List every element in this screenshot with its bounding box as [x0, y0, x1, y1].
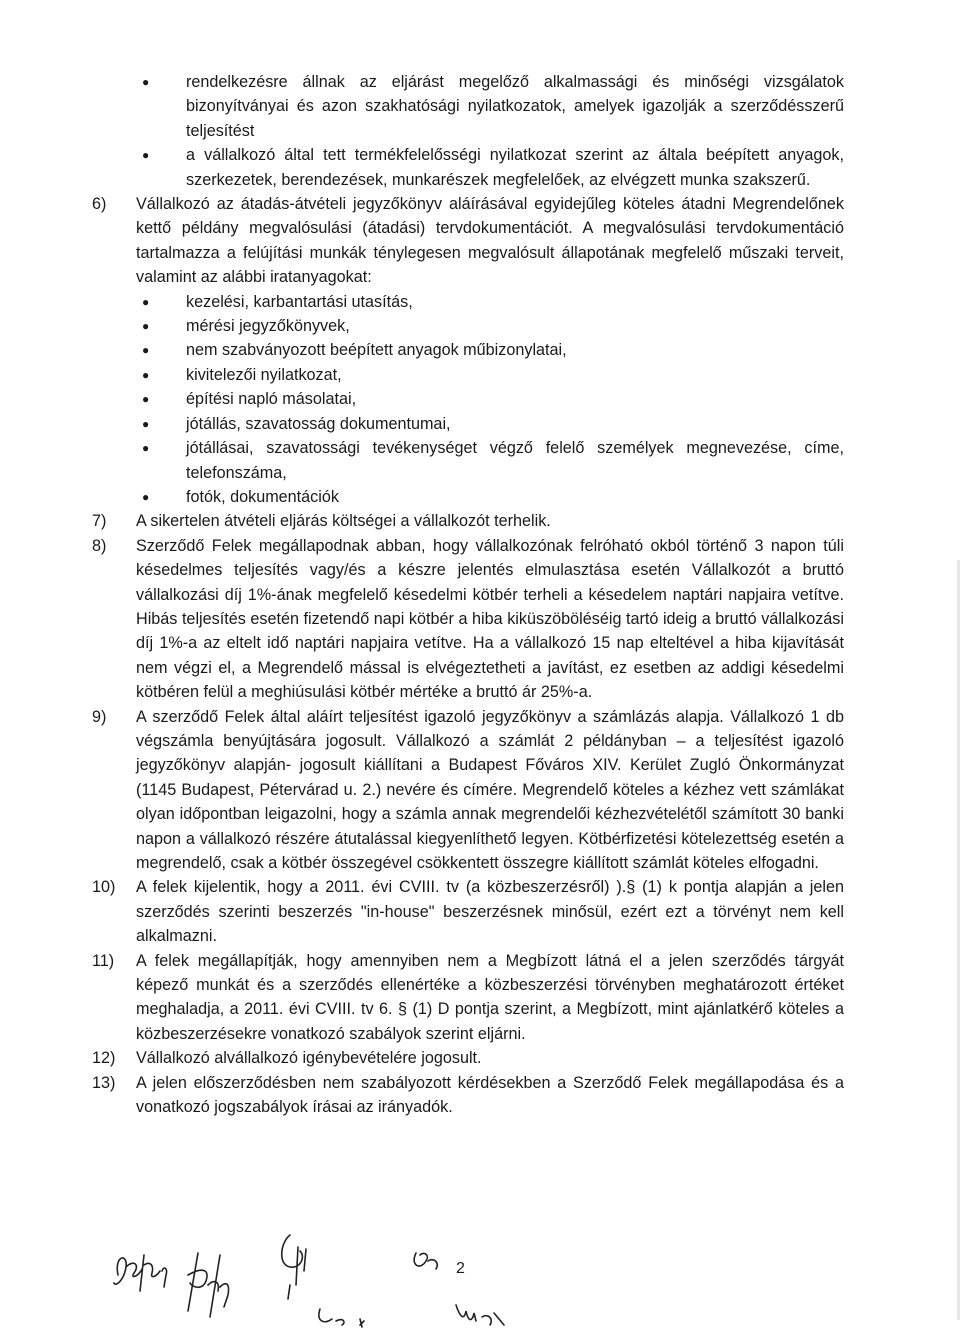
bullet-text: rendelkezésre állnak az eljárást megelőző alkalmassági és minőségi vizsgálatok bizonyítványai és azon szakhatósági nyilatkozatok, amelyek igazolják a szerződésszerű teljesítést	[186, 73, 844, 140]
bullet-text: a vállalkozó által tett termékfelelősségi nyilatkozat szerint az általa beépített anyagok, szerkezetek, berendezések, munkarészek megfelelőek, az elvégzett munka szakszerű.	[186, 146, 844, 189]
bullet-item	[92, 143, 844, 192]
bullet-icon: ●	[142, 441, 150, 456]
item-text: Vállalkozó alvállalkozó igénybevételére jogosult.	[136, 1049, 482, 1068]
item-number: 7)	[92, 512, 107, 531]
item-text: A szerződő Felek által aláírt teljesítést igazoló jegyzőkönyv a számlázás alapja. Vállalkozó 1 db végszámla benyújtására jogosult. Vállalkozó a számlát 2 példányban – a teljesítést igazoló jegyzőkönyv alapján- jogosult kiállítani a Budapest Főváros XIV. Kerület Zugló Önkormányzat (1145 Budapest, Pétervárad u. 2.) nevére és címére. Megrendelő köteles a kézhez vett számlákat olyan időpontban leigazolni, hogy a számla annak megrendelői kézhezvételétől számított 30 banki napon a vállalkozó részére átutalással kiegyenlíthető legyen. Kötbérfizetési kötelezettség esetén a megrendelő, csak a kötbér összegével csökkentett összegre kiállított számlát köteles elfogadni.	[136, 707, 844, 872]
item-number: 6)	[92, 195, 107, 214]
item-text: A felek megállapítják, hogy amennyiben nem a Megbízott látná el a jelen szerződés tárgyát képező munkát és a szerződés ellenértéke a közbeszerzési törvényben meghatározott értéket meghaladja, a 2011. évi CVIII. tv 6. § (1) D pontja szerint, a Megbízott, mint ajánlatkérő köteles a közbeszerzésekre vonatkozó szabályok szerint eljárni.	[136, 951, 844, 1043]
sub-bullet-text: kivitelezői nyilatkozat,	[186, 365, 342, 384]
sub-bullet-text: kezelési, karbantartási utasítás,	[186, 292, 413, 311]
sub-bullet-item	[92, 387, 844, 411]
sub-bullet-text: jótállás, szavatosság dokumentumai,	[186, 414, 451, 433]
bullet-icon: ●	[142, 416, 150, 431]
sub-bullet-text: mérési jegyzőkönyvek,	[186, 317, 350, 336]
bullet-icon: ●	[142, 367, 150, 382]
numbered-item-13	[92, 1071, 844, 1120]
item-text: Vállalkozó az átadás-átvételi jegyzőkönyv aláírásával egyidejűleg köteles átadni Megrendelőnek kettő példány megvalósulási (átadási) tervdokumentációt. A megvalósulási tervdokumentáció tartalmazza a felújítási munkák ténylegesen megvalósult állapotának megfelelő műszaki terveit, valamint az alábbi iratanyagokat:	[136, 195, 844, 287]
item-number: 10)	[92, 878, 116, 897]
item-number: 12)	[92, 1049, 116, 1068]
page-number: 2	[456, 1260, 465, 1277]
sub-bullet-item	[92, 290, 844, 314]
item-number: 8)	[92, 536, 107, 555]
item-text: A sikertelen átvételi eljárás költségei a vállalkozót terhelik.	[136, 512, 551, 531]
item-text: Szerződő Felek megállapodnak abban, hogy vállalkozónak felróható okból történő 3 napon túli késedelmes teljesítés vagy/és a készre jelentés elmulasztása esetén Vállalkozót a bruttó vállalkozási díj 1%-ának megfelelő késedelmi kötbér terheli a késedelem naptári napjaira vetítve. Hibás teljesítés esetén fizetendő napi kötbér a hiba kiküszöböléséig tartó ideig a bruttó vállalkozási díj 1%-a az eltelt idő naptári napjaira vetítve. Ha a vállalkozó 15 nap elteltével a hiba kijavítását nem végzi el, a Megrendelő mással is elvégeztetheti a javítást, ez esetben az addigi késedelmi kötbéren felül a meghiúsulási kötbér mértéke a bruttó ár 25%-a.	[136, 536, 844, 702]
sub-bullet-text: jótállásai, szavatossági tevékenységet végző felelő személyek megnevezése, címe, telefonszáma,	[186, 439, 844, 482]
bullet-icon: ●	[142, 319, 150, 334]
item-number: 13)	[92, 1073, 116, 1092]
bullet-icon: ●	[142, 75, 150, 89]
numbered-item-12	[92, 1046, 844, 1070]
sub-bullet-item	[92, 436, 844, 485]
sub-bullet-item	[92, 412, 844, 436]
item-text: A jelen előszerződésben nem szabályozott kérdésekben a Szerződő Felek megállapodása és a vonatkozó jogszabályok írásai az irányadók.	[136, 1073, 844, 1117]
sub-bullet-text: építési napló másolatai,	[186, 390, 357, 409]
sub-bullet-text: nem szabványozott beépített anyagok műbizonylatai,	[186, 341, 567, 360]
bullet-icon: ●	[142, 489, 150, 504]
bullet-icon: ●	[142, 148, 150, 163]
numbered-item-10	[92, 875, 844, 948]
numbered-item-9	[92, 705, 844, 876]
item-number: 9)	[92, 707, 107, 726]
bullet-item	[92, 70, 844, 143]
numbered-item-6	[92, 192, 844, 290]
sub-bullet-item	[92, 485, 844, 509]
sub-bullet-text: fotók, dokumentációk	[186, 487, 339, 506]
bullet-icon: ●	[142, 392, 150, 407]
sub-bullet-item	[92, 314, 844, 338]
numbered-item-7	[92, 509, 844, 533]
handwritten-initials	[110, 1225, 530, 1330]
item-number: 11)	[92, 951, 115, 970]
document-body	[92, 70, 844, 1119]
numbered-item-11	[92, 949, 844, 1047]
item-text: A felek kijelentik, hogy a 2011. évi CVIII. tv (a közbeszerzésről) ).§ (1) k pontja alapján a jelen szerződés szerinti beszerzés "in-house" beszerzésnek minősül, ezért ezt a törvényt nem kell alkalmazni.	[136, 878, 844, 946]
sub-bullet-item	[92, 338, 844, 362]
sub-bullet-item	[92, 363, 844, 387]
numbered-item-8	[92, 534, 844, 705]
bullet-icon: ●	[142, 343, 150, 358]
bullet-icon: ●	[142, 294, 150, 309]
